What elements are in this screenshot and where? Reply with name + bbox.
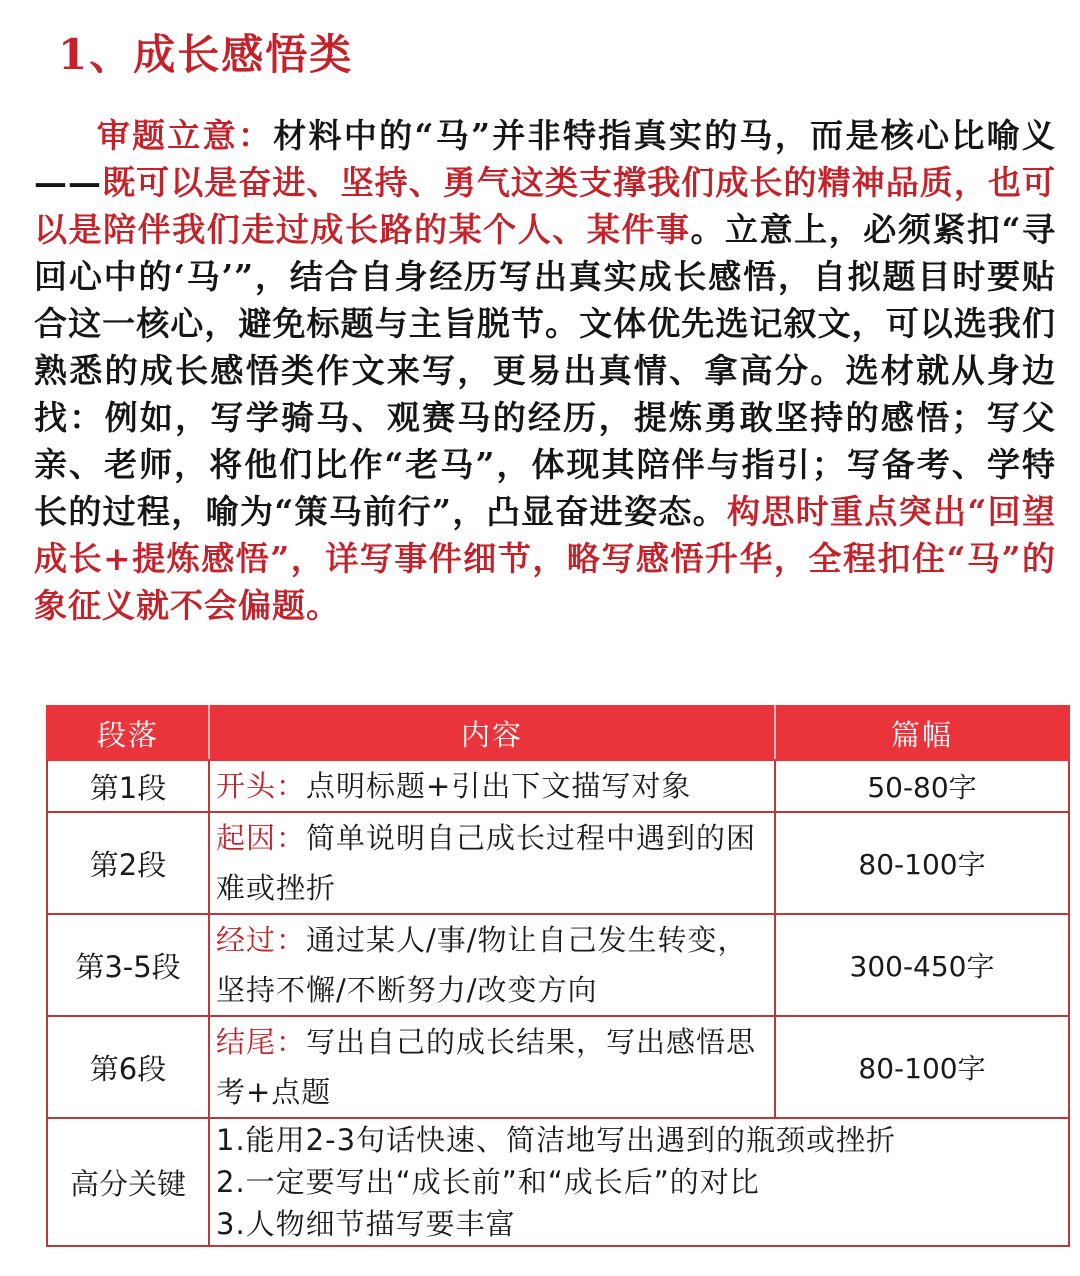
length-cell: 80-100字 — [775, 1016, 1069, 1118]
header-length: 篇幅 — [775, 706, 1069, 760]
key-points-cell — [209, 1118, 1069, 1246]
table-row — [47, 760, 1069, 812]
key-point-item: 1.能用2-3句话快速、简洁地写出遇到的瓶颈或挫折 — [216, 1123, 897, 1157]
content-text: 通过某人/事/物让自己发生转变，坚持不懈/不断努力/改变方向 — [216, 923, 748, 1007]
length-cell: 300-450字 — [775, 914, 1069, 1016]
structure-table — [46, 705, 1070, 1247]
length-cell: 80-100字 — [775, 812, 1069, 914]
content-label: 经过： — [216, 923, 307, 957]
content-label: 起因： — [216, 821, 307, 855]
content-cell — [209, 914, 775, 1016]
table-row — [47, 1016, 1069, 1118]
table-row-key-points — [47, 1118, 1069, 1246]
header-content: 内容 — [209, 706, 775, 760]
key-point-item: 2.一定要写出“成长前”和“成长后”的对比 — [216, 1165, 760, 1199]
content-label: 开头： — [216, 769, 307, 803]
content-cell — [209, 812, 775, 914]
content-text: 简单说明自己成长过程中遇到的困难或挫折 — [216, 821, 757, 905]
analysis-lead-label: 审题立意： — [96, 116, 274, 155]
analysis-paragraph — [34, 112, 1056, 629]
analysis-text-body: 。立意上，必须紧扣“寻回心中的‘马’”，结合自身经历写出真实成长感悟，自拟题目时要贴合这一核心，避免标题与主旨脱节。文体优先选记叙文，可以选我们熟悉的成长感悟类作文来写，更易出真情、拿高分。选材就从身边找：例如，写学骑马、观赛马的经历，提炼勇敢坚持的感悟；写父亲、老师，将他们比作“老马”，体现其陪伴与指引；写备考、学特长的过程，喻为“策马前行”，凸显奋进姿态。 — [34, 210, 1057, 531]
section-heading: 1、成长感悟类 — [58, 30, 354, 79]
segment-cell: 第6段 — [47, 1016, 209, 1118]
analysis-text-highlight-1: 既可以是奋进、坚持、勇气这类支撑我们成长的精神品质，也可以是陪伴我们走过成长路的某个人、某件事 — [34, 163, 1056, 249]
length-cell: 50-80字 — [775, 760, 1069, 812]
table-row — [47, 914, 1069, 1016]
content-text: 点明标题+引出下文描写对象 — [306, 769, 692, 803]
content-text: 写出自己的成长结果，写出感悟思考+点题 — [216, 1025, 757, 1109]
header-segment: 段落 — [47, 706, 209, 760]
segment-cell: 第3-5段 — [47, 914, 209, 1016]
analysis-text-highlight-2: 构思时重点突出“回望成长+提炼感悟”，详写事件细节，略写感悟升华，全程扣住“马”的象征义就不会偏题。 — [34, 492, 1056, 625]
content-cell — [209, 1016, 775, 1118]
content-cell — [209, 760, 775, 812]
key-points-label: 高分关键 — [47, 1118, 209, 1246]
segment-cell: 第1段 — [47, 760, 209, 812]
segment-cell: 第2段 — [47, 812, 209, 914]
table-header-row — [47, 706, 1069, 760]
content-label: 结尾： — [216, 1025, 307, 1059]
key-point-item: 3.人物细节描写要丰富 — [216, 1207, 516, 1241]
analysis-text-intro: 材料中的“马”并非特指真实的马，而是核心比喻义—— — [34, 116, 1056, 202]
table-row — [47, 812, 1069, 914]
